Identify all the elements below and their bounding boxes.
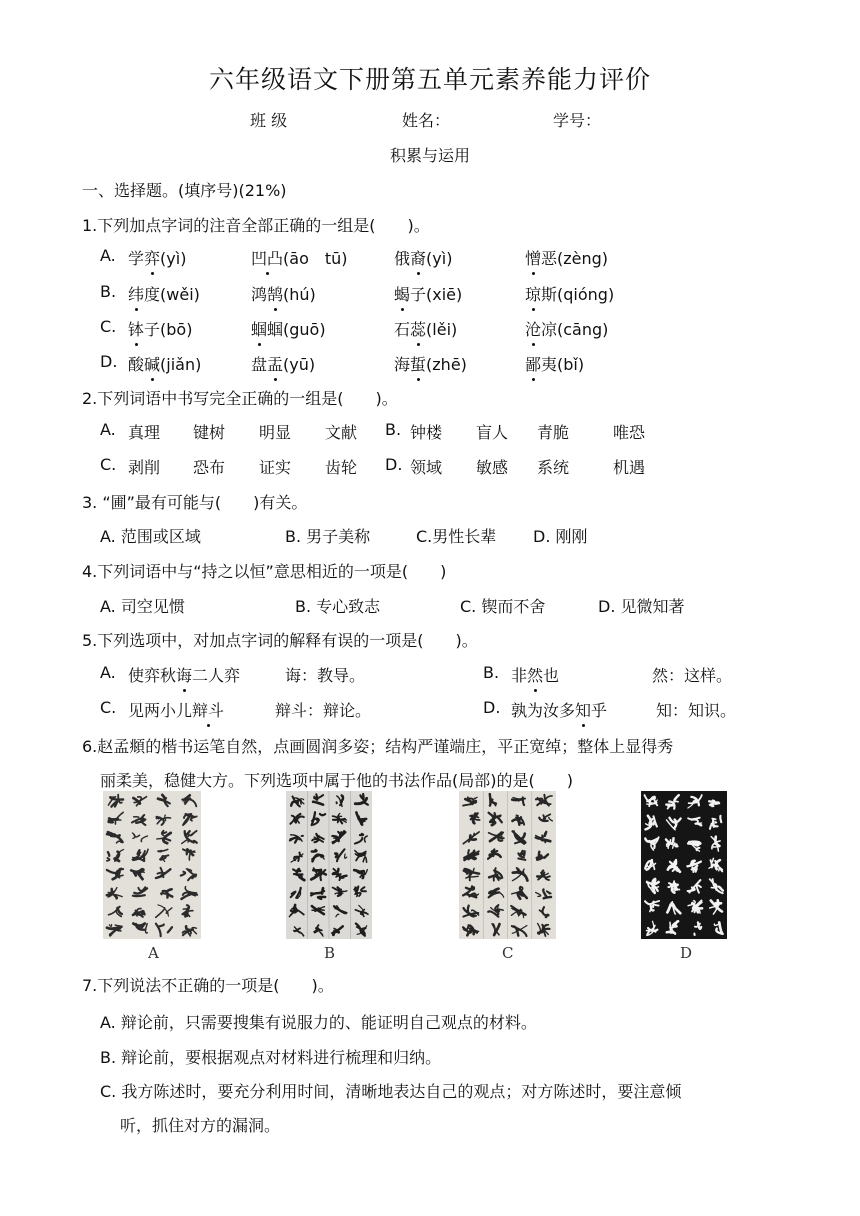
q2-word: 敏感 (476, 458, 509, 477)
q7-stem: 7.下列说法不正确的一项是( )。 (82, 976, 334, 995)
item-text: 鸿 (251, 285, 268, 304)
item-text: 子(xiē) (410, 285, 463, 304)
emphasis-dotted-text: 凹凸 (251, 246, 283, 269)
calligraphy-image-a (103, 791, 201, 939)
q1-word (394, 282, 462, 305)
item-text: (hú) (283, 285, 316, 304)
calligraphy-image-d (641, 791, 727, 939)
q2-option-label: A. (100, 420, 116, 439)
q7-option-b: B. 辩论前，要根据观点对材料进行梳理和归纳。 (100, 1048, 442, 1067)
q5-stem: 5.下列选项中，对加点字词的解释有误的一项是( )。 (82, 631, 478, 650)
q2-word: 青脆 (537, 423, 570, 442)
item-text: 海 (394, 355, 411, 374)
item-text: (yū) (283, 355, 316, 374)
q2-word: 系统 (537, 458, 570, 477)
q1-word (394, 246, 452, 269)
q3-option-b: B. 男子美称 (285, 527, 371, 546)
item-text: 斯(qióng) (541, 285, 615, 304)
q5-option-label: B. (483, 663, 500, 682)
q2-word: 领域 (410, 458, 443, 477)
q3-option-d: D. 刚刚 (533, 527, 588, 546)
emphasis-dotted-text: 辩斗 (192, 698, 224, 721)
q2-option-label: D. (385, 455, 403, 474)
emphasis-dotted-text: 碱 (144, 352, 160, 375)
q7-option-c: C. 我方陈述时，要充分利用时间，清晰地表达自己的观点；对方陈述时，要注意倾 (100, 1082, 682, 1101)
q5-option-label: D. (483, 698, 501, 717)
q1-word (525, 282, 614, 305)
q2-word: 键树 (193, 423, 226, 442)
emphasis-dotted-text: 鄙 (525, 352, 541, 375)
q1-word (128, 246, 186, 269)
q5-phrase (128, 698, 224, 721)
q1-word (394, 352, 467, 375)
q2-word: 恐布 (193, 458, 226, 477)
item-text: 孰为汝多 (511, 701, 576, 720)
q5-option-label: A. (100, 663, 116, 682)
q3-stem: 3. “圃”最有可能与( )有关。 (82, 493, 308, 512)
emphasis-dotted-text: 沧 (525, 317, 541, 340)
emphasis-dotted-text: 弈 (144, 246, 160, 269)
q5-explanation: 然：这样。 (652, 666, 733, 685)
q1-word (251, 246, 348, 269)
q5-explanation: 辩斗：辩论。 (275, 701, 372, 720)
q1-option-label: A. (100, 246, 116, 265)
emphasis-dotted-text: 憎 (525, 246, 541, 269)
q2-word: 钟楼 (410, 423, 443, 442)
emphasis-dotted-text: 纬 (128, 282, 144, 305)
q5-phrase (511, 663, 559, 686)
q1-word (394, 317, 457, 340)
q1-option-label: C. (100, 317, 117, 336)
q1-word (525, 352, 584, 375)
class-label: 班 级 (250, 111, 288, 130)
q2-option-label: B. (385, 420, 402, 439)
item-text: 石 (394, 320, 411, 339)
item-text: 凉(cāng) (541, 320, 609, 339)
image-label-a: A (148, 944, 159, 962)
q6-stem-line2: 丽柔美，稳健大方。下列选项中属于他的书法作品(局部)的是( ) (100, 771, 573, 790)
q2-word: 真理 (128, 423, 161, 442)
item-text: 恶(zèng) (541, 249, 609, 268)
image-label-d: D (680, 944, 693, 962)
item-text: 俄 (394, 249, 411, 268)
q1-word (128, 317, 192, 340)
q6-stem-line1: 6.赵孟頫的楷书运笔自然，点画圆润多姿；结构严谨端庄，平正宽绰；整体上显得秀 (82, 737, 674, 756)
q5-option-label: C. (100, 698, 117, 717)
q2-word: 剥削 (128, 458, 161, 477)
emphasis-dotted-text: 然 (527, 663, 543, 686)
emphasis-dotted-text: 裔 (410, 246, 426, 269)
item-text: 蝈(guō) (267, 320, 326, 339)
item-text: 子(bō) (144, 320, 193, 339)
q2-word: 文献 (325, 423, 358, 442)
q1-stem: 1.下列加点字词的注音全部正确的一组是( )。 (82, 216, 430, 235)
q4-option-d: D. 见微知著 (598, 597, 685, 616)
q4-option-b: B. 专心致志 (295, 597, 381, 616)
item-text: (jiǎn) (160, 355, 202, 374)
q2-word: 证实 (259, 458, 292, 477)
q1-word (251, 317, 326, 340)
item-text: (yì) (160, 249, 187, 268)
q1-word (251, 282, 316, 305)
q2-word: 唯恐 (613, 423, 646, 442)
part1-heading: 一、选择题。(填序号)(21%) (82, 181, 287, 200)
emphasis-dotted-text: 鹄 (267, 282, 283, 305)
q3-option-a: A. 范围或区域 (100, 527, 201, 546)
q1-word (128, 352, 201, 375)
student-id-label: 学号： (553, 111, 602, 130)
image-label-c: C (502, 944, 514, 962)
calligraphy-image-c (459, 791, 556, 939)
q2-stem: 2.下列词语中书写完全正确的一组是( )。 (82, 389, 398, 408)
name-label: 姓名： (402, 111, 451, 130)
q5-phrase (511, 698, 607, 721)
q1-word (525, 246, 608, 269)
q1-word (128, 282, 200, 305)
q2-word: 明显 (259, 423, 292, 442)
emphasis-dotted-text: 蝈 (251, 317, 267, 340)
emphasis-dotted-text: 盂 (267, 352, 283, 375)
q2-word: 齿轮 (325, 458, 358, 477)
q7-option-a: A. 辩论前，只需要搜集有说服力的、能证明自己观点的材料。 (100, 1013, 537, 1032)
item-text: 非 (511, 666, 528, 685)
q2-option-label: C. (100, 455, 117, 474)
q1-option-label: B. (100, 282, 117, 301)
emphasis-dotted-text: 琼 (525, 282, 541, 305)
emphasis-dotted-text: 钵 (128, 317, 144, 340)
q5-phrase (128, 663, 240, 686)
item-text: 也 (543, 666, 560, 685)
item-text: (yì) (426, 249, 453, 268)
q1-word (251, 352, 315, 375)
calligraphy-image-b (286, 791, 372, 939)
item-text: 夷(bǐ) (541, 355, 585, 374)
item-text: 盘 (251, 355, 268, 374)
item-text: 使弈秋 (128, 666, 177, 685)
item-text: (zhē) (426, 355, 467, 374)
q2-word: 机遇 (613, 458, 646, 477)
item-text: 度(wěi) (144, 285, 200, 304)
section-title: 积累与运用 (389, 146, 470, 165)
q3-option-c: C.男性长辈 (416, 527, 497, 546)
emphasis-dotted-text: 蕊 (410, 317, 426, 340)
emphasis-dotted-text: 知 (575, 698, 591, 721)
q5-explanation: 诲：教导。 (285, 666, 366, 685)
item-text: 乎 (591, 701, 608, 720)
item-text: (lěi) (426, 320, 458, 339)
q5-explanation: 知：知识。 (656, 701, 737, 720)
image-label-b: B (324, 944, 336, 962)
emphasis-dotted-text: 蜇 (410, 352, 426, 375)
q7-option-c-continued: 听，抓住对方的漏洞。 (120, 1116, 281, 1135)
item-text: (āo tū) (283, 249, 348, 268)
emphasis-dotted-text: 诲 (176, 663, 192, 686)
item-text: 酸 (128, 355, 145, 374)
q1-option-label: D. (100, 352, 118, 371)
emphasis-dotted-text: 蝎 (394, 282, 410, 305)
q4-option-a: A. 司空见惯 (100, 597, 185, 616)
item-text: 二人弈 (192, 666, 241, 685)
item-text: 学 (128, 249, 145, 268)
q4-stem: 4.下列词语中与“持之以恒”意思相近的一项是( ) (82, 562, 447, 581)
q4-option-c: C. 锲而不舍 (460, 597, 546, 616)
q1-word (525, 317, 608, 340)
q2-word: 盲人 (476, 423, 509, 442)
item-text: 见两小儿 (128, 701, 193, 720)
page-title: 六年级语文下册第五单元素养能力评价 (208, 65, 651, 94)
